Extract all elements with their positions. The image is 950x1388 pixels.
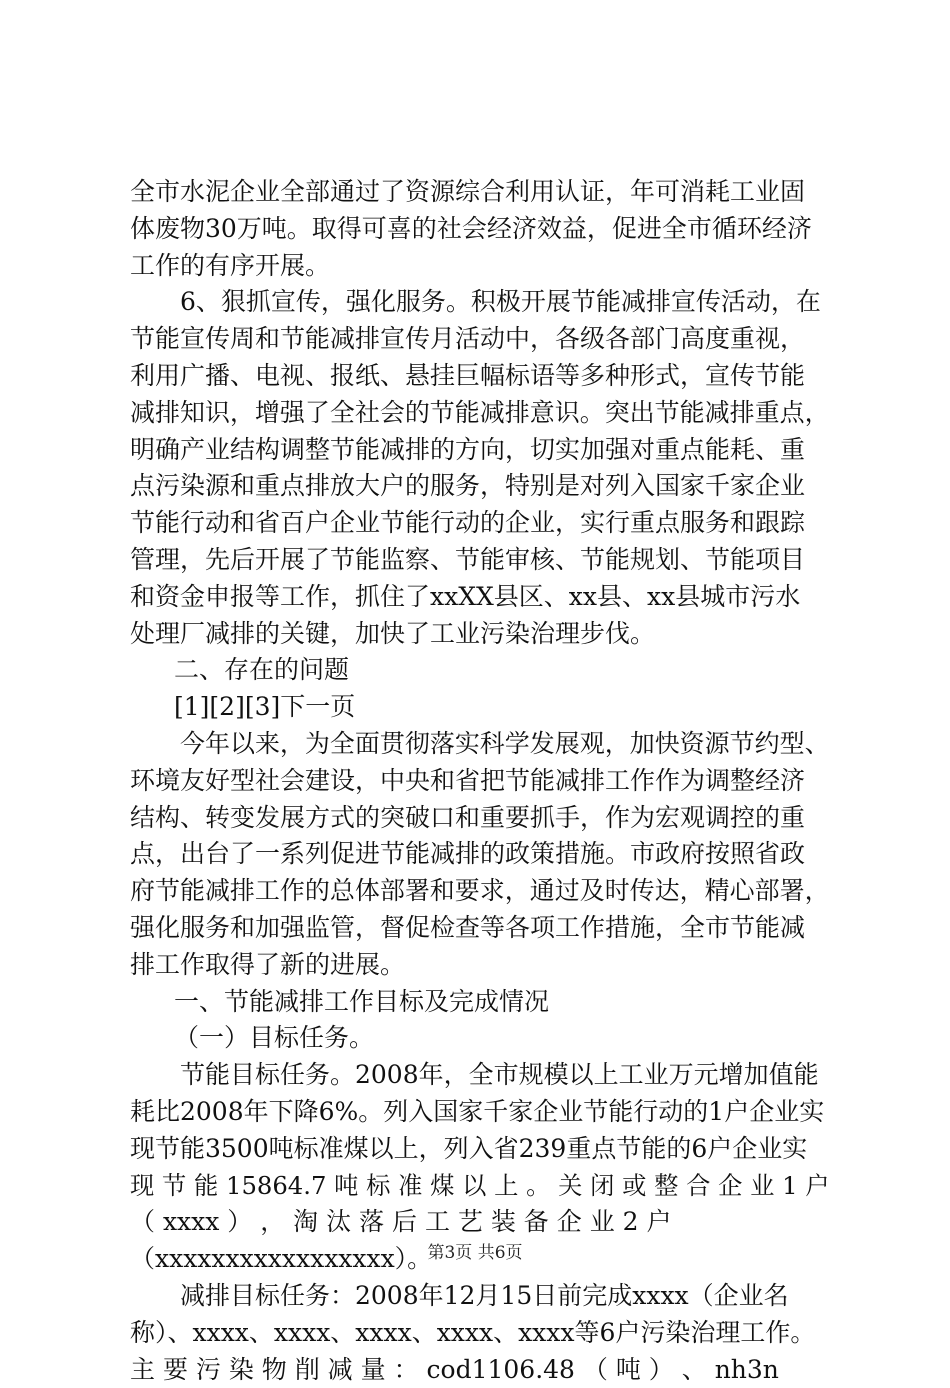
text-line: 现节能3500吨标准煤以上，列入省239重点节能的6户企业实: [130, 1131, 830, 1168]
text-line: （ xxxx ） ， 淘 汰 落 后 工 艺 装 备 企 业 2 户: [130, 1204, 830, 1241]
text-line: 和资金申报等工作，抓住了xxXX县区、xx县、xx县城市污水: [130, 579, 830, 616]
text-line: 点污染源和重点排放大户的服务，特别是对列入国家千家企业: [130, 468, 830, 505]
text-line: 今年以来，为全面贯彻落实科学发展观，加快资源节约型、: [130, 726, 830, 763]
page-footer: [0, 1242, 950, 1264]
text-line: 府节能减排工作的总体部署和要求，通过及时传达，精心部署，: [130, 873, 830, 910]
text-line: 减排知识，增强了全社会的节能减排意识。突出节能减排重点，: [130, 395, 830, 432]
text-line: 工作的有序开展。: [130, 248, 830, 285]
subsection-heading: （一）目标任务。: [130, 1020, 830, 1057]
text-line: 管理，先后开展了节能监察、节能审核、节能规划、节能项目: [130, 542, 830, 579]
text-line: 减排目标任务：2008年12月15日前完成xxxx（企业名: [130, 1278, 830, 1315]
text-line: 体废物30万吨。取得可喜的社会经济效益，促进全市循环经济: [130, 211, 830, 248]
text-line: 耗比2008年下降6%。列入国家千家企业节能行动的1户企业实: [130, 1094, 830, 1131]
document-body: [130, 174, 830, 1388]
text-line: 全市水泥企业全部通过了资源综合利用认证，年可消耗工业固: [130, 174, 830, 211]
text-line: 环境友好型社会建设，中央和省把节能减排工作作为调整经济: [130, 763, 830, 800]
text-line: 主 要 污 染 物 削 减 量 ： cod1106.48 （ 吨 ） 、 nh3n: [130, 1352, 830, 1388]
text-line: 排工作取得了新的进展。: [130, 947, 830, 984]
text-line: 6、狠抓宣传，强化服务。积极开展节能减排宣传活动，在: [130, 284, 830, 321]
text-line: 处理厂减排的关键，加快了工业污染治理步伐。: [130, 616, 830, 653]
text-line: 点，出台了一系列促进节能减排的政策措施。市政府按照省政: [130, 836, 830, 873]
section-heading: 一、节能减排工作目标及完成情况: [130, 984, 830, 1021]
pagination-link[interactable]: [1][2][3]下一页: [130, 689, 830, 726]
text-line: 结构、转变发展方式的突破口和重要抓手，作为宏观调控的重: [130, 800, 830, 837]
text-line: 节能行动和省百户企业节能行动的企业，实行重点服务和跟踪: [130, 505, 830, 542]
text-line: 节能目标任务。2008年，全市规模以上工业万元增加值能: [130, 1057, 830, 1094]
text-line: 明确产业结构调整节能减排的方向，切实加强对重点能耗、重: [130, 432, 830, 469]
text-line: 节能宣传周和节能减排宣传月活动中，各级各部门高度重视，: [130, 321, 830, 358]
text-line: 利用广播、电视、报纸、悬挂巨幅标语等多种形式，宣传节能: [130, 358, 830, 395]
section-heading: 二、存在的问题: [130, 652, 830, 689]
text-line: （xxxxxxxxxxxxxxxxx）。: [130, 1241, 830, 1278]
page-number: 第3页 共6页: [427, 1243, 522, 1263]
text-line: 现 节 能 15864.7 吨 标 准 煤 以 上 。 关 闭 或 整 合 企 业 1 户: [130, 1168, 830, 1205]
text-line: 强化服务和加强监管，督促检查等各项工作措施，全市节能减: [130, 910, 830, 947]
text-line: 称）、xxxx、xxxx、xxxx、xxxx、xxxx等6户污染治理工作。: [130, 1315, 830, 1352]
